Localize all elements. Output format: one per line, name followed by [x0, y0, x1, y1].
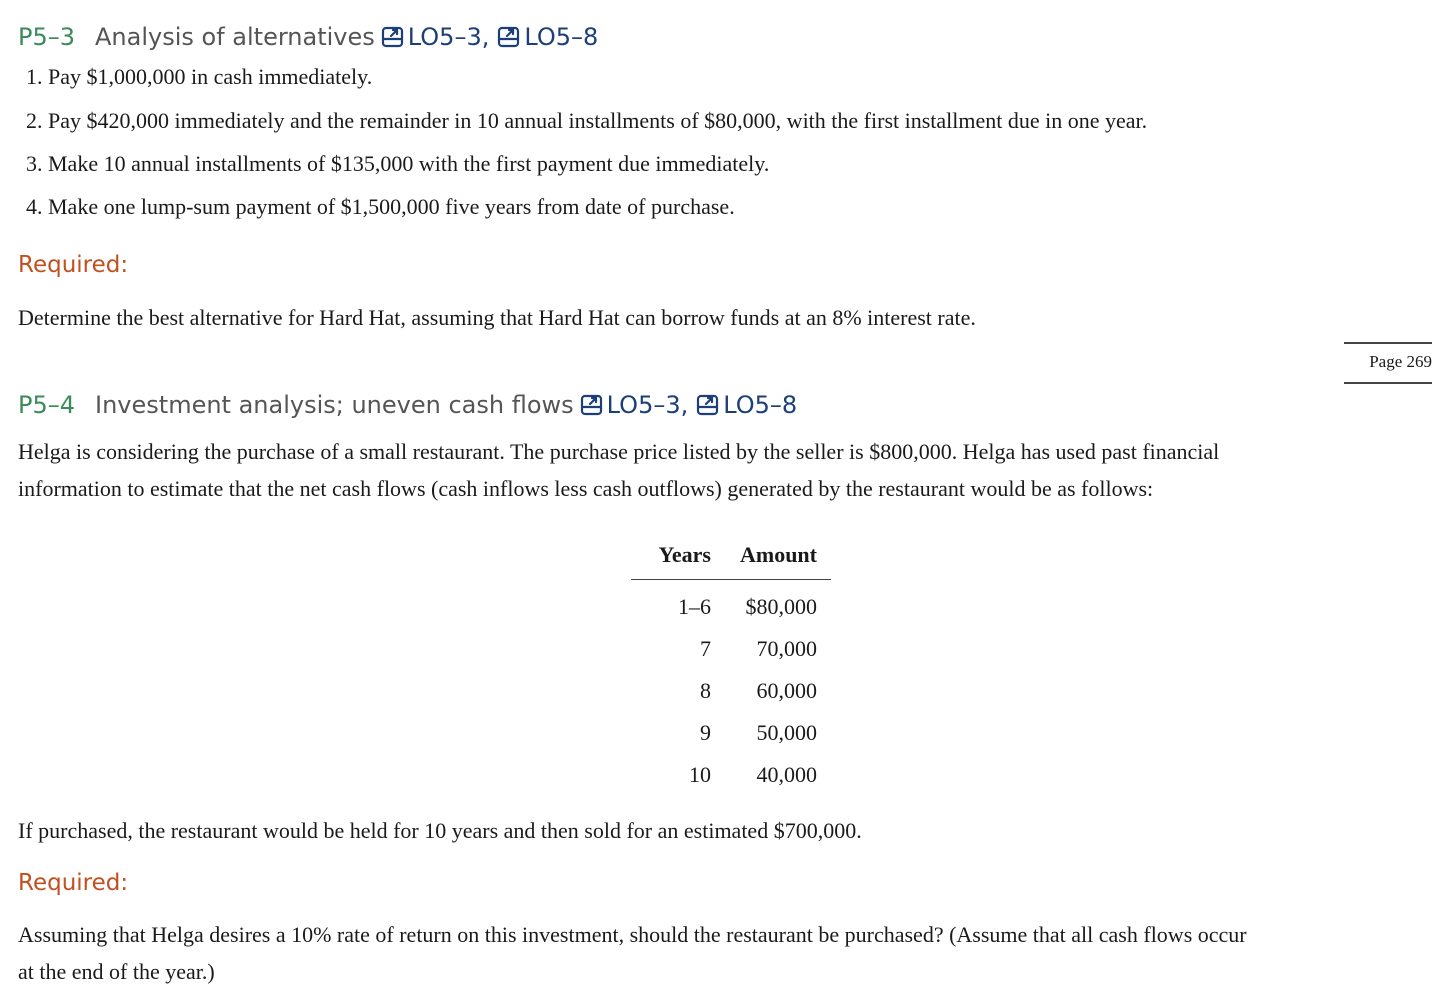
p54-required-label: Required: [18, 870, 129, 896]
p54-number: P5–4 [18, 391, 76, 419]
table-row [631, 712, 831, 754]
amount-cell: $80,000 [745, 594, 817, 619]
p53-lo1-link[interactable] [381, 22, 482, 52]
table-header-row [631, 531, 831, 580]
p54-after-text: If purchased, the restaurant would be held for 10 years and then sold for an estimated $700,000. [18, 818, 862, 843]
amount-cell: 60,000 [756, 678, 817, 703]
years-cell: 7 [700, 636, 711, 661]
p53-heading [18, 22, 598, 52]
p54-required-line-1: Assuming that Helga desires a 10% rate of return on this investment, should the restaurant be purchased? (Assume that all cash flows occur [18, 922, 1247, 947]
amount-cell: 70,000 [756, 636, 817, 661]
years-header: Years [631, 531, 723, 580]
p53-lo-separator: , [481, 23, 490, 51]
p53-number: P5–3 [18, 23, 76, 51]
external-link-icon [580, 393, 604, 417]
p54-lo1-label: LO5–3 [606, 391, 681, 419]
p54-lo2-link[interactable] [696, 390, 797, 420]
p53-item-1: 1. Pay $1,000,000 in cash immediately. [26, 64, 373, 89]
p53-title: Analysis of alternatives [95, 23, 375, 51]
p54-intro-line-2: information to estimate that the net cash flows (cash inflows less cash outflows) generated by the restaurant would be as follows: [18, 476, 1154, 501]
p53-item-2: 2. Pay $420,000 immediately and the remainder in 10 annual installments of $80,000, with the first installment due in one year. [26, 108, 1148, 133]
p54-required-line-2: at the end of the year.) [18, 959, 215, 984]
p54-title: Investment analysis; uneven cash flows [95, 391, 574, 419]
years-cell: 10 [689, 762, 711, 787]
cash-flow-table [631, 531, 831, 796]
external-link-icon [696, 393, 720, 417]
p54-lo-separator: , [680, 391, 689, 419]
table-row [631, 580, 831, 629]
table-row [631, 628, 831, 670]
years-cell: 1–6 [678, 594, 711, 619]
amount-cell: 50,000 [756, 720, 817, 745]
external-link-icon [497, 25, 521, 49]
external-link-icon [381, 25, 405, 49]
table-row [631, 754, 831, 796]
years-cell: 8 [700, 678, 711, 703]
p54-lo2-label: LO5–8 [723, 391, 798, 419]
p53-item-4: 4. Make one lump-sum payment of $1,500,000 five years from date of purchase. [26, 194, 735, 219]
p53-lo1-label: LO5–3 [407, 23, 482, 51]
p53-lo2-link[interactable] [497, 22, 598, 52]
p53-item-3: 3. Make 10 annual installments of $135,000 with the first payment due immediately. [26, 151, 770, 176]
amount-header: Amount [723, 531, 831, 580]
p54-intro-line-1: Helga is considering the purchase of a small restaurant. The purchase price listed by the seller is $800,000. Helga has used past financial [18, 439, 1220, 464]
p54-heading [18, 390, 797, 420]
table-row [631, 670, 831, 712]
cash-flow-table-wrapper [631, 531, 831, 796]
p53-lo2-label: LO5–8 [524, 23, 599, 51]
page-marker: Page 269 [1344, 342, 1432, 384]
years-cell: 9 [700, 720, 711, 745]
amount-cell: 40,000 [756, 762, 817, 787]
p53-required-text: Determine the best alternative for Hard Hat, assuming that Hard Hat can borrow funds at an 8% interest rate. [18, 305, 976, 330]
p53-required-label: Required: [18, 252, 129, 278]
p54-lo1-link[interactable] [580, 390, 681, 420]
